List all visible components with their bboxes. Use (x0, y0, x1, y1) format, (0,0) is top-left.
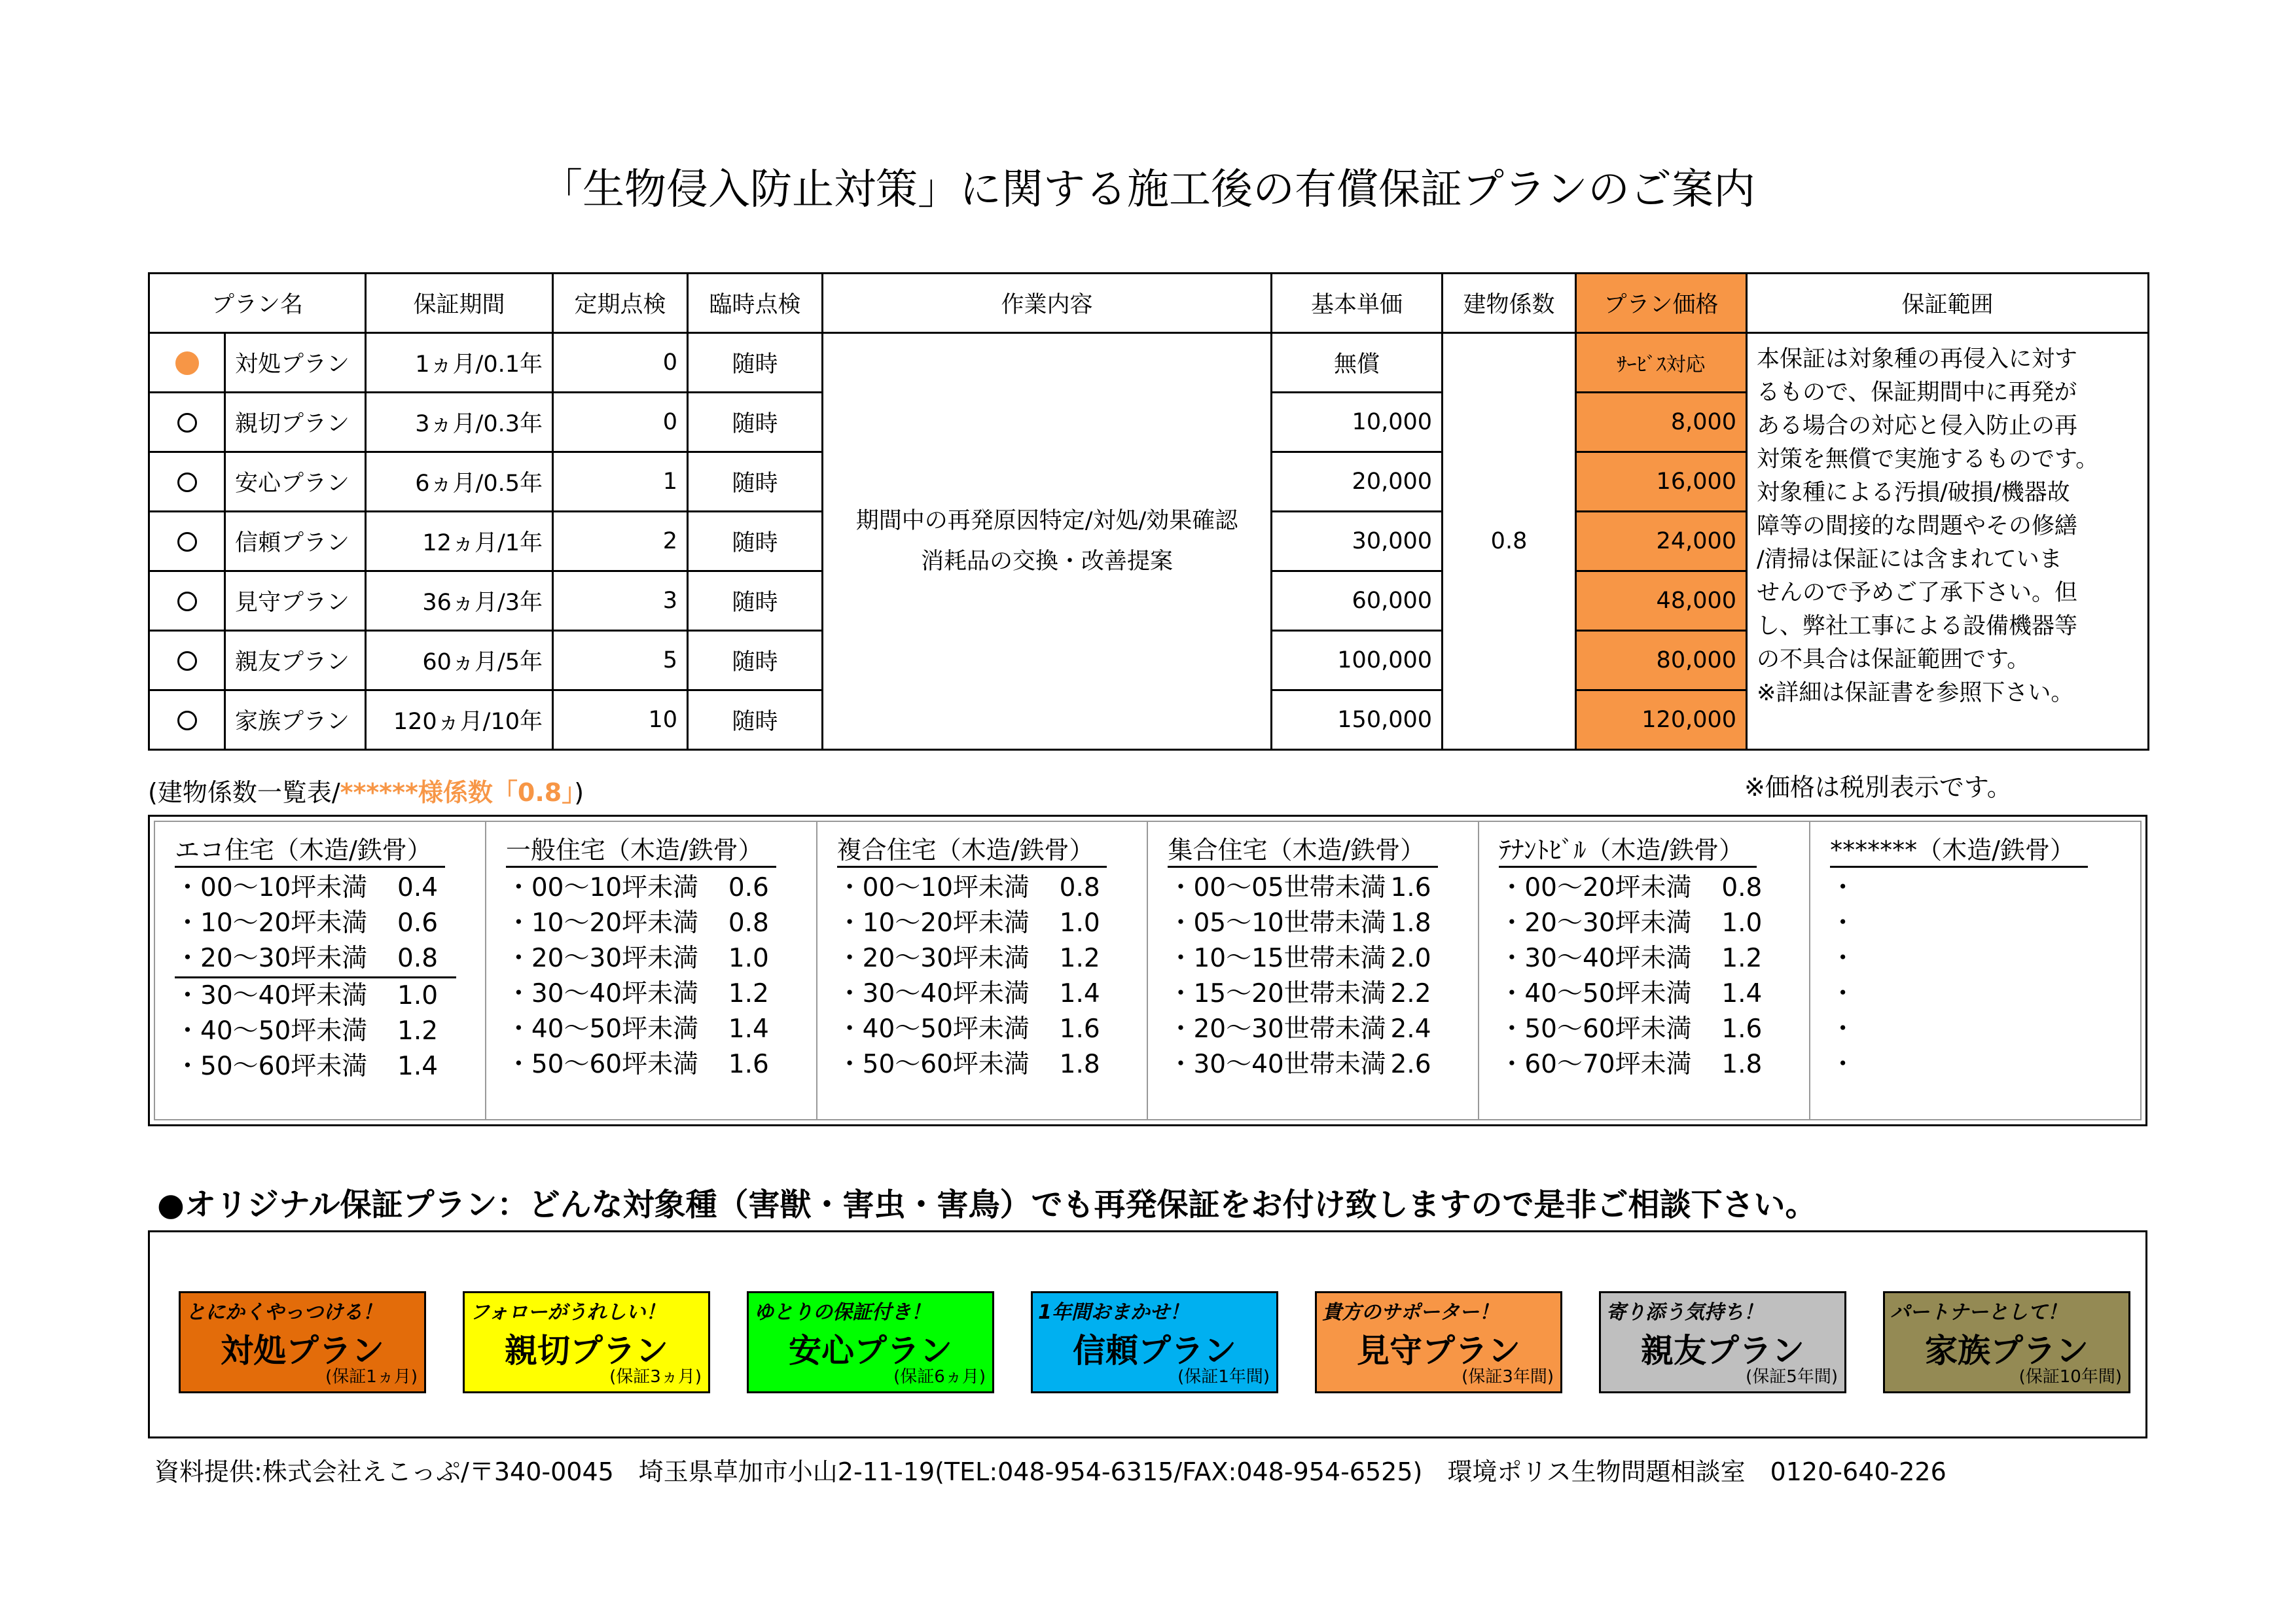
plan-name: 信頼プラン (225, 512, 366, 571)
coef-column-title: 一般住宅（木造/鉄骨） (506, 830, 776, 868)
coef-range: ・40～50坪未満 (505, 1014, 699, 1044)
coef-range: ・30～40世帯未満 (1168, 1050, 1386, 1079)
coef-range: ・15～20世帯未満 (1168, 979, 1386, 1008)
card-plan-name: 対処プラン (221, 1332, 384, 1370)
coef-row (1830, 1047, 2140, 1082)
coef-range: ・30～40坪未満 (1499, 944, 1692, 973)
coef-range: ・40～50坪未満 (1499, 979, 1692, 1008)
card-tagline: 1年間おまかせ！ (1038, 1301, 1189, 1324)
card-period: (保証10年間) (2018, 1367, 2122, 1387)
plan-period: 1ヵ月/0.1年 (366, 333, 553, 393)
plan-temp: 随時 (688, 393, 823, 452)
plan-temp: 随時 (688, 512, 823, 571)
coef-range: ・30～40坪未満 (836, 979, 1030, 1008)
plan-regular: 1 (553, 452, 688, 512)
coef-value: 1.2 (397, 1016, 439, 1046)
plan-period: 120ヵ月/10年 (366, 690, 553, 750)
coef-range: ・50～60坪未満 (1499, 1014, 1692, 1044)
coef-row (175, 978, 485, 1014)
plan-period: 3ヵ月/0.3年 (366, 393, 553, 452)
range-line: ある場合の対応と侵入防止の再 (1757, 413, 2078, 439)
coef-row (506, 870, 816, 906)
coefficient-table (148, 815, 2147, 1126)
coef-range: ・00～10坪未満 (505, 873, 699, 902)
coef-caption-highlight: ******様係数「0.8」 (340, 778, 575, 807)
coef-value: 1.6 (1721, 1014, 1763, 1044)
header-work: 作業内容 (823, 274, 1272, 333)
coef-range: ・20～30坪未満 (175, 944, 368, 973)
card-plan-name: 家族プラン (1925, 1332, 2089, 1370)
coef-caption-suffix: ) (574, 778, 584, 807)
coef-range: ・ (1830, 873, 1856, 902)
plan-card[interactable] (1315, 1291, 1562, 1393)
plan-name: 対処プラン (225, 333, 366, 393)
header-coefficient: 建物係数 (1443, 274, 1576, 333)
coefficient-caption (148, 772, 584, 808)
coef-value: 0.8 (728, 908, 769, 938)
plan-temp: 随時 (688, 452, 823, 512)
radio-icon[interactable] (177, 413, 197, 433)
card-plan-name: 親切プラン (505, 1332, 668, 1370)
plan-radio[interactable] (149, 393, 225, 452)
card-period: (保証6ヵ月) (893, 1367, 986, 1387)
plan-card[interactable] (1031, 1291, 1278, 1393)
coef-row (1168, 1047, 1478, 1082)
original-plan-heading: ●オリジナル保証プラン：どんな対象種（害獣・害虫・害鳥）でも再発保証をお付け致しますので是非ご相談下さい。 (157, 1186, 1817, 1223)
plan-name: 親友プラン (225, 631, 366, 690)
coef-row (1168, 941, 1478, 976)
coef-range: ・50～60坪未満 (836, 1050, 1030, 1079)
card-tagline: フォローがうれしい！ (470, 1301, 666, 1324)
coef-row (1499, 1012, 1809, 1047)
coef-range: ・30～40坪未満 (175, 981, 368, 1010)
coef-range: ・10～20坪未満 (175, 908, 368, 938)
plan-price: 16,000 (1576, 452, 1747, 512)
coef-row (837, 941, 1147, 976)
plan-radio[interactable] (149, 452, 225, 512)
coef-row (506, 1047, 816, 1082)
card-plan-name: 見守プラン (1357, 1332, 1520, 1370)
coef-column (155, 822, 486, 1119)
coef-row (506, 976, 816, 1012)
coef-row (1168, 906, 1478, 941)
coef-value: 0.6 (728, 873, 769, 902)
range-line: 障等の間接的な問題やその修繕 (1757, 513, 2078, 539)
coef-value: 0.8 (1721, 873, 1763, 902)
work-line-2: 消耗品の交換・改善提案 (921, 548, 1174, 575)
coef-value: 0.6 (397, 908, 439, 938)
header-temp: 臨時点検 (688, 274, 823, 333)
coef-value: 2.2 (1390, 979, 1431, 1008)
range-line: の不具合は保証範囲です。 (1757, 647, 2030, 673)
coef-row (1168, 976, 1478, 1012)
coef-range: ・00～05世帯未満 (1168, 873, 1386, 902)
plan-regular: 0 (553, 333, 688, 393)
radio-icon[interactable] (175, 351, 199, 375)
coef-range: ・00～20坪未満 (1499, 873, 1692, 902)
plan-radio[interactable] (149, 333, 225, 393)
plan-base-price: 60,000 (1272, 571, 1443, 631)
coef-value: 2.0 (1390, 944, 1431, 973)
coef-value: 1.6 (728, 1050, 769, 1079)
plan-temp: 随時 (688, 690, 823, 750)
plan-name: 見守プラン (225, 571, 366, 631)
coef-range: ・ (1830, 1014, 1856, 1044)
plan-name: 親切プラン (225, 393, 366, 452)
coef-value: 1.8 (1059, 1050, 1100, 1079)
coef-value: 0.8 (397, 944, 439, 973)
coef-row (1499, 906, 1809, 941)
plan-price: 24,000 (1576, 512, 1747, 571)
coef-column-title: ﾃﾅﾝﾄﾋﾞﾙ（木造/鉄骨） (1499, 830, 1757, 868)
footer: 資料提供:株式会社えこっぷ/〒340-0045 埼玉県草加市小山2-11-19(TEL:048-954-6315/FAX:048-954-6525) 環境ポリス生物問題相談室 0120-640-226 (154, 1457, 1946, 1486)
card-plan-name: 安心プラン (789, 1332, 952, 1370)
coef-column (486, 822, 817, 1119)
coef-range: ・ (1830, 944, 1856, 973)
plan-base-price: 30,000 (1272, 512, 1443, 571)
work-content (823, 333, 1272, 750)
header-range: 保証範囲 (1747, 274, 2149, 333)
plan-regular: 10 (553, 690, 688, 750)
coef-row (837, 870, 1147, 906)
coef-row (1168, 1012, 1478, 1047)
coef-column (1148, 822, 1479, 1119)
radio-icon[interactable] (177, 473, 197, 492)
plan-table (148, 272, 2149, 751)
coef-value: 1.0 (1059, 908, 1100, 938)
coef-value: 1.2 (1721, 944, 1763, 973)
plan-price: ｻｰﾋﾞｽ対応 (1576, 333, 1747, 393)
plan-name: 家族プラン (225, 690, 366, 750)
coef-row (1499, 870, 1809, 906)
header-period: 保証期間 (366, 274, 553, 333)
coef-column (1810, 822, 2140, 1119)
coef-range: ・30～40坪未満 (505, 979, 699, 1008)
card-period: (保証5年間) (1746, 1367, 1838, 1387)
coef-row (1830, 906, 2140, 941)
coef-column-title: エコ住宅（木造/鉄骨） (175, 830, 445, 868)
plan-coefficient: 0.8 (1443, 333, 1576, 750)
coef-row (1830, 976, 2140, 1012)
coef-row (1830, 941, 2140, 976)
range-line: /清掃は保証には含まれていま (1757, 546, 2062, 573)
coef-range: ・20～30坪未満 (505, 944, 699, 973)
header-base-price: 基本単価 (1272, 274, 1443, 333)
plan-card[interactable] (179, 1291, 426, 1393)
range-line: 本保証は対象種の再侵入に対す (1757, 346, 2078, 372)
coef-row (1168, 870, 1478, 906)
coef-value: 2.6 (1390, 1050, 1431, 1079)
coef-row (837, 1047, 1147, 1082)
coef-value: 1.4 (1721, 979, 1763, 1008)
plan-cards (148, 1230, 2147, 1438)
table-row (149, 333, 2149, 393)
coef-value: 0.8 (1059, 873, 1100, 902)
coef-row (837, 906, 1147, 941)
coef-value: 0.4 (397, 873, 439, 902)
plan-period: 60ヵ月/5年 (366, 631, 553, 690)
plan-temp: 随時 (688, 631, 823, 690)
radio-icon[interactable] (177, 592, 197, 611)
work-line-1: 期間中の再発原因特定/対処/効果確認 (855, 508, 1238, 534)
coef-row (175, 1049, 485, 1084)
plan-price: 80,000 (1576, 631, 1747, 690)
page-title: 「生物侵入防止対策」に関する施工後の有償保証プランのご案内 (541, 166, 1755, 214)
coef-value: 1.8 (1721, 1050, 1763, 1079)
range-line: 対象種による汚損/破損/機器故 (1757, 480, 2070, 506)
plan-temp: 随時 (688, 571, 823, 631)
header-plan-name: プラン名 (149, 274, 366, 333)
header-regular: 定期点検 (553, 274, 688, 333)
plan-regular: 3 (553, 571, 688, 631)
tax-note: ※価格は税別表示です。 (1744, 773, 2012, 802)
coef-row (1499, 1047, 1809, 1082)
coef-value: 1.2 (1059, 944, 1100, 973)
coef-range: ・20～30坪未満 (836, 944, 1030, 973)
coef-row (506, 941, 816, 976)
coef-value: 2.4 (1390, 1014, 1431, 1044)
plan-radio[interactable] (149, 571, 225, 631)
coef-range: ・40～50坪未満 (836, 1014, 1030, 1044)
plan-regular: 5 (553, 631, 688, 690)
coef-row (1499, 976, 1809, 1012)
card-plan-name: 信頼プラン (1073, 1332, 1236, 1370)
coef-range: ・60～70坪未満 (1499, 1050, 1692, 1079)
plan-period: 36ヵ月/3年 (366, 571, 553, 631)
coef-row (506, 1012, 816, 1047)
coef-range: ・05～10世帯未満 (1168, 908, 1386, 938)
coef-row (175, 906, 485, 941)
coef-range: ・20～30坪未満 (1499, 908, 1692, 938)
coef-range: ・ (1830, 979, 1856, 1008)
card-tagline: パートナーとして！ (1890, 1301, 2067, 1324)
coef-value: 1.4 (1059, 979, 1100, 1008)
card-plan-name: 親友プラン (1641, 1332, 1804, 1370)
header-plan-price: プラン価格 (1576, 274, 1747, 333)
range-line: し、弊社工事による設備機器等 (1757, 613, 2078, 639)
plan-regular: 2 (553, 512, 688, 571)
coef-column (817, 822, 1149, 1119)
coef-value: 1.0 (397, 981, 439, 1010)
plan-base-price: 10,000 (1272, 393, 1443, 452)
coef-value: 1.4 (397, 1052, 439, 1081)
card-tagline: ゆとりの保証付き！ (754, 1301, 931, 1324)
plan-radio[interactable] (149, 631, 225, 690)
coef-row (837, 1012, 1147, 1047)
coefficient-columns (154, 821, 2142, 1120)
coef-range: ・20～30世帯未満 (1168, 1014, 1386, 1044)
coef-range: ・10～15世帯未満 (1168, 944, 1386, 973)
range-line: ※詳細は保証書を参照下さい。 (1757, 680, 2074, 706)
plan-price: 48,000 (1576, 571, 1747, 631)
plan-regular: 0 (553, 393, 688, 452)
coef-value: 1.4 (728, 1014, 769, 1044)
plan-card[interactable] (747, 1291, 994, 1393)
plan-base-price: 150,000 (1272, 690, 1443, 750)
plan-period: 6ヵ月/0.5年 (366, 452, 553, 512)
coef-range: ・00～10坪未満 (836, 873, 1030, 902)
plan-temp: 随時 (688, 333, 823, 393)
coef-row (1830, 870, 2140, 906)
coef-range: ・40～50坪未満 (175, 1016, 368, 1046)
plan-card[interactable] (1883, 1291, 2130, 1393)
card-period: (保証3ヵ月) (609, 1367, 702, 1387)
plan-base-price: 20,000 (1272, 452, 1443, 512)
coef-caption-prefix: (建物係数一覧表/ (148, 778, 340, 807)
coef-column-title: 集合住宅（木造/鉄骨） (1168, 830, 1438, 868)
table-header-row (149, 274, 2149, 333)
plan-name: 安心プラン (225, 452, 366, 512)
coef-value: 1.6 (1059, 1014, 1100, 1044)
card-tagline: とにかくやっつける！ (186, 1301, 382, 1324)
coef-column-title: *******（木造/鉄骨） (1830, 830, 2088, 868)
coef-value: 1.8 (1390, 908, 1431, 938)
radio-icon[interactable] (177, 532, 197, 552)
card-tagline: 貴方のサポーター！ (1322, 1301, 1499, 1324)
plan-period: 12ヵ月/1年 (366, 512, 553, 571)
card-period: (保証1ヵ月) (325, 1367, 418, 1387)
coef-range: ・10～20坪未満 (505, 908, 699, 938)
plan-price: 120,000 (1576, 690, 1747, 750)
plan-card[interactable] (463, 1291, 710, 1393)
coef-value: 1.2 (728, 979, 769, 1008)
coef-column (1479, 822, 1810, 1119)
coef-value: 1.6 (1390, 873, 1431, 902)
plan-base-price: 100,000 (1272, 631, 1443, 690)
radio-icon[interactable] (177, 711, 197, 730)
coef-column-title: 複合住宅（木造/鉄骨） (837, 830, 1107, 868)
coef-value: 1.0 (728, 944, 769, 973)
card-period: (保証3年間) (1462, 1367, 1554, 1387)
coef-range: ・10～20坪未満 (836, 908, 1030, 938)
coef-row (175, 1014, 485, 1049)
warranty-range (1747, 333, 2149, 750)
coef-range: ・50～60坪未満 (175, 1052, 368, 1081)
plan-radio[interactable] (149, 690, 225, 750)
coef-range: ・50～60坪未満 (505, 1050, 699, 1079)
plan-radio[interactable] (149, 512, 225, 571)
coef-row (506, 906, 816, 941)
range-line: せんので予めご了承下さい。但 (1757, 580, 2078, 606)
coef-row (837, 976, 1147, 1012)
range-line: 対策を無償で実施するものです。 (1757, 446, 2099, 473)
radio-icon[interactable] (177, 651, 197, 671)
coef-row (175, 941, 456, 978)
card-period: (保証1年間) (1177, 1367, 1270, 1387)
plan-base-price: 無償 (1272, 333, 1443, 393)
coef-range: ・00～10坪未満 (175, 873, 368, 902)
range-line: るもので、保証期間中に再発が (1757, 380, 2077, 406)
plan-price: 8,000 (1576, 393, 1747, 452)
coef-row (1830, 1012, 2140, 1047)
coef-row (1499, 941, 1809, 976)
plan-card[interactable] (1599, 1291, 1846, 1393)
card-tagline: 寄り添う気持ち！ (1606, 1301, 1763, 1324)
coef-row (175, 870, 485, 906)
coef-value: 1.0 (1721, 908, 1763, 938)
coef-range: ・ (1830, 908, 1856, 938)
coef-range: ・ (1830, 1050, 1856, 1079)
